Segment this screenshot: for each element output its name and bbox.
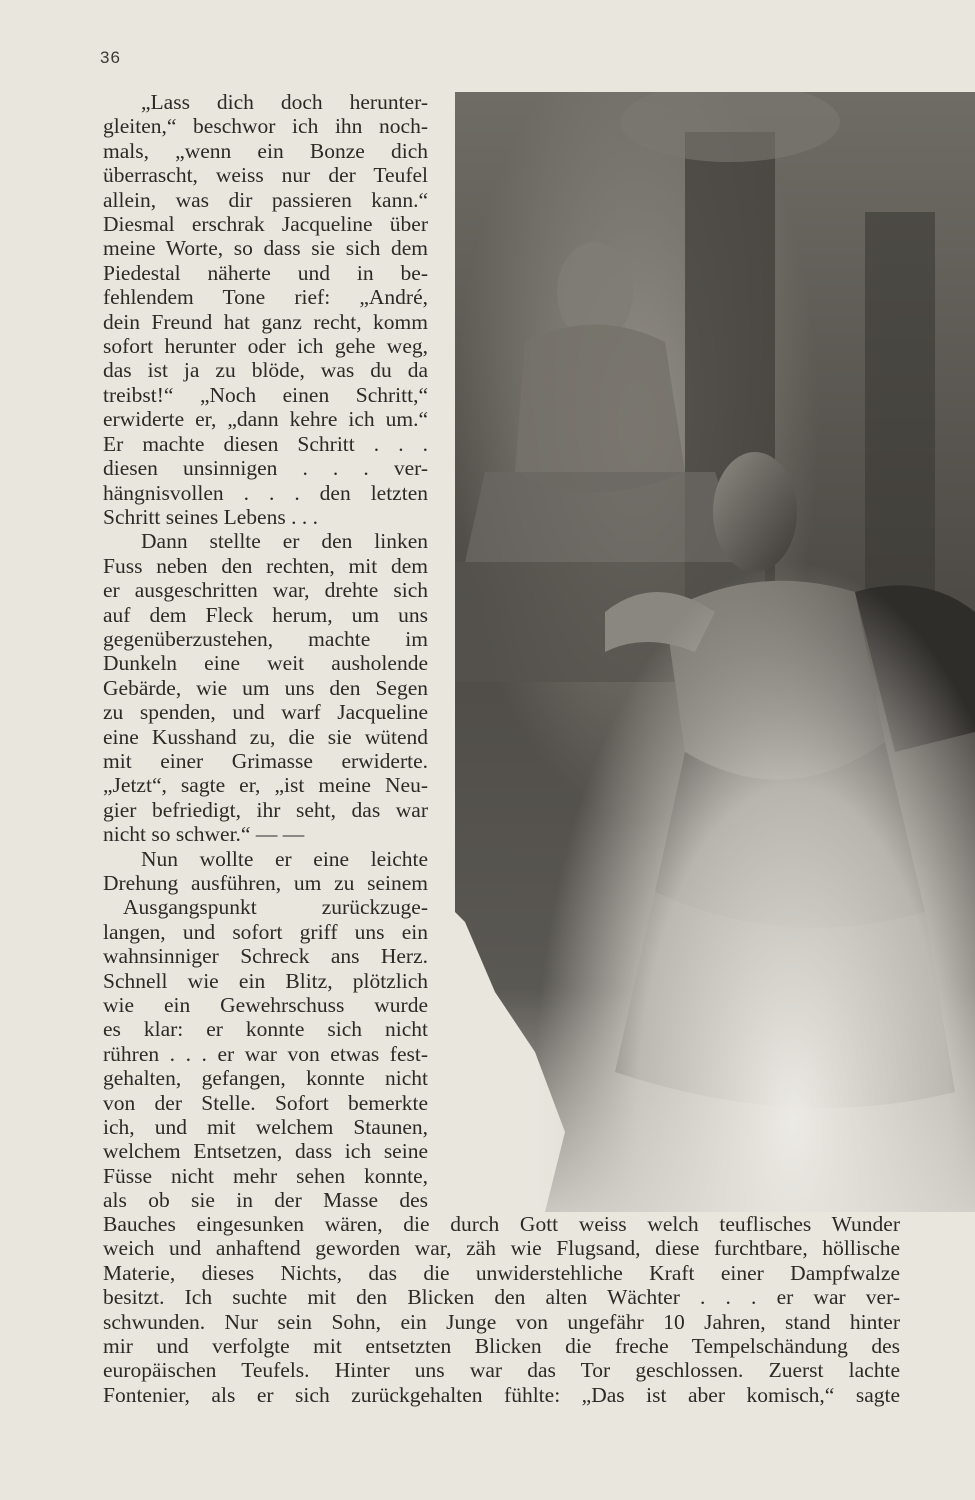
text-line: Füsse nicht mehr sehen konnte,	[103, 1163, 428, 1188]
text-line: Bauches eingesunken wären, die durch Gott weiss welch teuflisches Wunder	[103, 1212, 900, 1236]
text-line: gier befriedigt, ihr seht, das war	[103, 797, 428, 822]
text-line: als ob sie in der Masse des	[103, 1188, 428, 1213]
text-line: Drehung ausführen, um zu seinem	[103, 871, 428, 895]
text-line: welchem Entsetzen, dass ich seine	[103, 1139, 428, 1164]
text-line: weich und anhaftend geworden war, zäh wie Flugsand, diese furchtbare, höllische	[103, 1236, 900, 1261]
text-line: zu spenden, und warf Jacqueline	[103, 700, 428, 725]
text-line: europäischen Teufels. Hinter uns war das Tor geschlossen. Zuerst lachte	[103, 1358, 900, 1383]
text-line: er ausgeschritten war, drehte sich	[103, 578, 428, 603]
text-line: mir und verfolgte mit entsetzten Blicken die freche Tempelschändung des	[103, 1334, 900, 1359]
text-line: „Jetzt“, sagte er, „ist meine Neu-	[103, 773, 428, 798]
text-line: eine Kusshand zu, die sie wütend	[103, 724, 428, 749]
text-line: meine Worte, so dass sie sich dem	[103, 236, 428, 261]
text-line: Diesmal erschrak Jacqueline über	[103, 212, 428, 237]
text-line: gehalten, gefangen, konnte nicht	[103, 1066, 428, 1091]
text-line: von der Stelle. Sofort bemerkte	[103, 1090, 428, 1115]
text-line: überrascht, weiss nur der Teufel	[103, 163, 428, 188]
text-line: rühren . . . er war von etwas fest-	[103, 1041, 428, 1066]
text-line: besitzt. Ich suchte mit den Blicken den alten Wächter . . . er war ver-	[103, 1285, 900, 1310]
text-line: mit einer Grimasse erwiderte.	[103, 748, 428, 773]
illustration-svg	[455, 92, 975, 1212]
text-line: Materie, dieses Nichts, das die unwiderstehliche Kraft einer Dampfwalze	[103, 1260, 900, 1285]
text-line: fehlendem Tone rief: „André,	[103, 285, 428, 310]
temple-illustration	[455, 92, 975, 1212]
text-line: schwunden. Nur sein Sohn, ein Junge von ungefähr 10 Jahren, stand hinter	[103, 1309, 900, 1334]
text-line: allein, was dir passieren kann.“	[103, 187, 428, 212]
text-line: „Lass dich doch herunter-	[141, 90, 428, 114]
text-line: erwiderte er, „dann kehre ich um.“	[103, 407, 428, 432]
text-wide	[103, 1212, 900, 1407]
text-line: das ist ja zu blöde, was du da	[103, 358, 428, 383]
text-line: gleiten,“ beschwor ich ihn noch-	[103, 114, 428, 139]
text-line: Schritt seines Lebens . . .	[103, 504, 318, 529]
text-column	[103, 90, 428, 1213]
text-line: Nun wollte er eine leichte	[141, 846, 428, 871]
text-line: diesen unsinnigen . . . ver-	[103, 456, 428, 481]
text-line: Dunkeln eine weit ausholende	[103, 651, 428, 676]
page-number: 36	[100, 48, 121, 67]
text-line: Ausgangspunkt zurückzuge-	[123, 895, 428, 920]
text-line: wie ein Gewehrschuss wurde	[103, 993, 428, 1018]
text-line: ich, und mit welchem Staunen,	[103, 1115, 428, 1140]
text-line: Fontenier, als er sich zurückgehalten fühlte: „Das ist aber komisch,“ sagte	[103, 1382, 900, 1407]
text-line: gegenüberzustehen, machte im	[103, 626, 428, 651]
text-line: sofort herunter oder ich gehe weg,	[103, 334, 428, 359]
text-line: hängnisvollen . . . den letzten	[103, 480, 428, 505]
text-line: langen, und sofort griff uns ein	[103, 919, 428, 944]
text-line: dein Freund hat ganz recht, komm	[103, 309, 428, 334]
text-line: es klar: er konnte sich nicht	[103, 1017, 428, 1042]
text-line: Piedestal näherte und in be-	[103, 260, 428, 285]
text-line: treibst!“ „Noch einen Schritt,“	[103, 382, 428, 407]
text-line: mals, „wenn ein Bonze dich	[103, 138, 428, 163]
text-line: Fuss neben den rechten, mit dem	[103, 553, 428, 578]
text-line: wahnsinniger Schreck ans Herz.	[103, 944, 428, 969]
text-line: Gebärde, wie um uns den Segen	[103, 675, 428, 700]
text-line: Dann stellte er den linken	[141, 529, 428, 554]
text-line: nicht so schwer.“ — —	[103, 822, 305, 847]
text-line: Schnell wie ein Blitz, plötzlich	[103, 968, 428, 993]
text-line: Er machte diesen Schritt . . .	[103, 431, 428, 456]
text-line: auf dem Fleck herum, um uns	[103, 602, 428, 627]
